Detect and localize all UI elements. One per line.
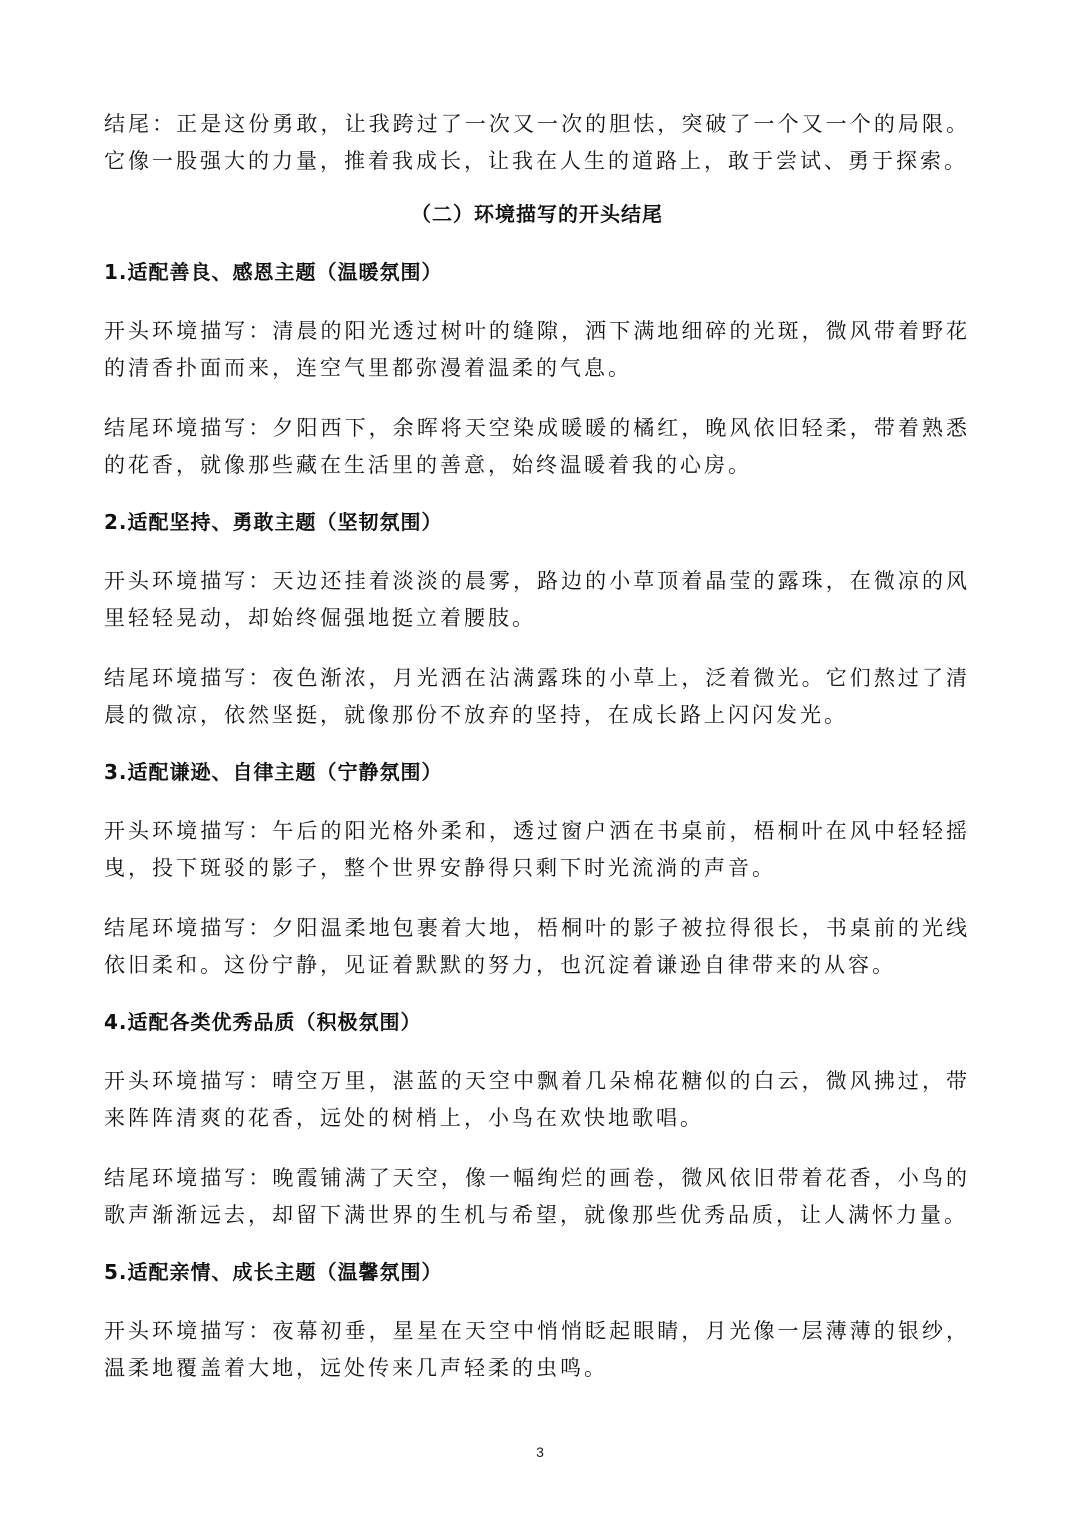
topic-2 [104,507,970,734]
ending-description: 结尾环境描写：夕阳温柔地包裹着大地，梧桐叶的影子被拉得很长，书桌前的光线依旧柔和。这份宁静，见证着默默的努力，也沉淀着谦逊自律带来的从容。 [104,916,970,977]
opening-description: 开头环境描写：晴空万里，湛蓝的天空中飘着几朵棉花糖似的白云，微风拂过，带来阵阵清爽的花香，远处的树梢上，小鸟在欢快地歌唱。 [104,1069,970,1130]
topic-heading: 4.适配各类优秀品质（积极氛围） [104,1010,422,1034]
topic-heading: 1.适配善良、感恩主题（温暖氛围） [104,260,443,284]
topic-5 [104,1257,970,1387]
topic-3 [104,757,970,984]
opening-description: 开头环境描写：午后的阳光格外柔和，透过窗户洒在书桌前，梧桐叶在风中轻轻摇曳，投下斑驳的影子，整个世界安静得只剩下时光流淌的声音。 [104,819,970,880]
ending-description: 结尾环境描写：晚霞铺满了天空，像一幅绚烂的画卷，微风依旧带着花香，小鸟的歌声渐渐远去，却留下满世界的生机与希望，就像那些优秀品质，让人满怀力量。 [104,1166,970,1227]
document-body [104,106,970,1410]
ending-description: 结尾环境描写：夜色渐浓，月光洒在沾满露珠的小草上，泛着微光。它们熬过了清晨的微凉，依然坚挺，就像那份不放弃的坚持，在成长路上闪闪发光。 [104,666,970,727]
topic-heading: 5.适配亲情、成长主题（温馨氛围） [104,1260,443,1284]
intro-paragraph: 结尾：正是这份勇敢，让我跨过了一次又一次的胆怯，突破了一个又一个的局限。它像一股强大的力量，推着我成长，让我在人生的道路上，敢于尝试、勇于探索。 [104,112,970,173]
topic-4 [104,1007,970,1234]
section-title: （二）环境描写的开头结尾 [411,202,663,226]
opening-description: 开头环境描写：夜幕初垂，星星在天空中悄悄眨起眼睛，月光像一层薄薄的银纱，温柔地覆盖着大地，远处传来几声轻柔的虫鸣。 [104,1319,970,1380]
opening-description: 开头环境描写：清晨的阳光透过树叶的缝隙，洒下满地细碎的光斑，微风带着野花的清香扑面而来，连空气里都弥漫着温柔的气息。 [104,319,970,380]
topic-heading: 3.适配谦逊、自律主题（宁静氛围） [104,760,443,784]
ending-description: 结尾环境描写：夕阳西下，余晖将天空染成暖暖的橘红，晚风依旧轻柔，带着熟悉的花香，就像那些藏在生活里的善意，始终温暖着我的心房。 [104,416,970,477]
topic-1 [104,257,970,484]
opening-description: 开头环境描写：天边还挂着淡淡的晨雾，路边的小草顶着晶莹的露珠，在微凉的风里轻轻晃动，却始终倔强地挺立着腰肢。 [104,569,970,630]
topic-heading: 2.适配坚持、勇敢主题（坚韧氛围） [104,510,443,534]
page-number: 3 [536,1444,544,1460]
